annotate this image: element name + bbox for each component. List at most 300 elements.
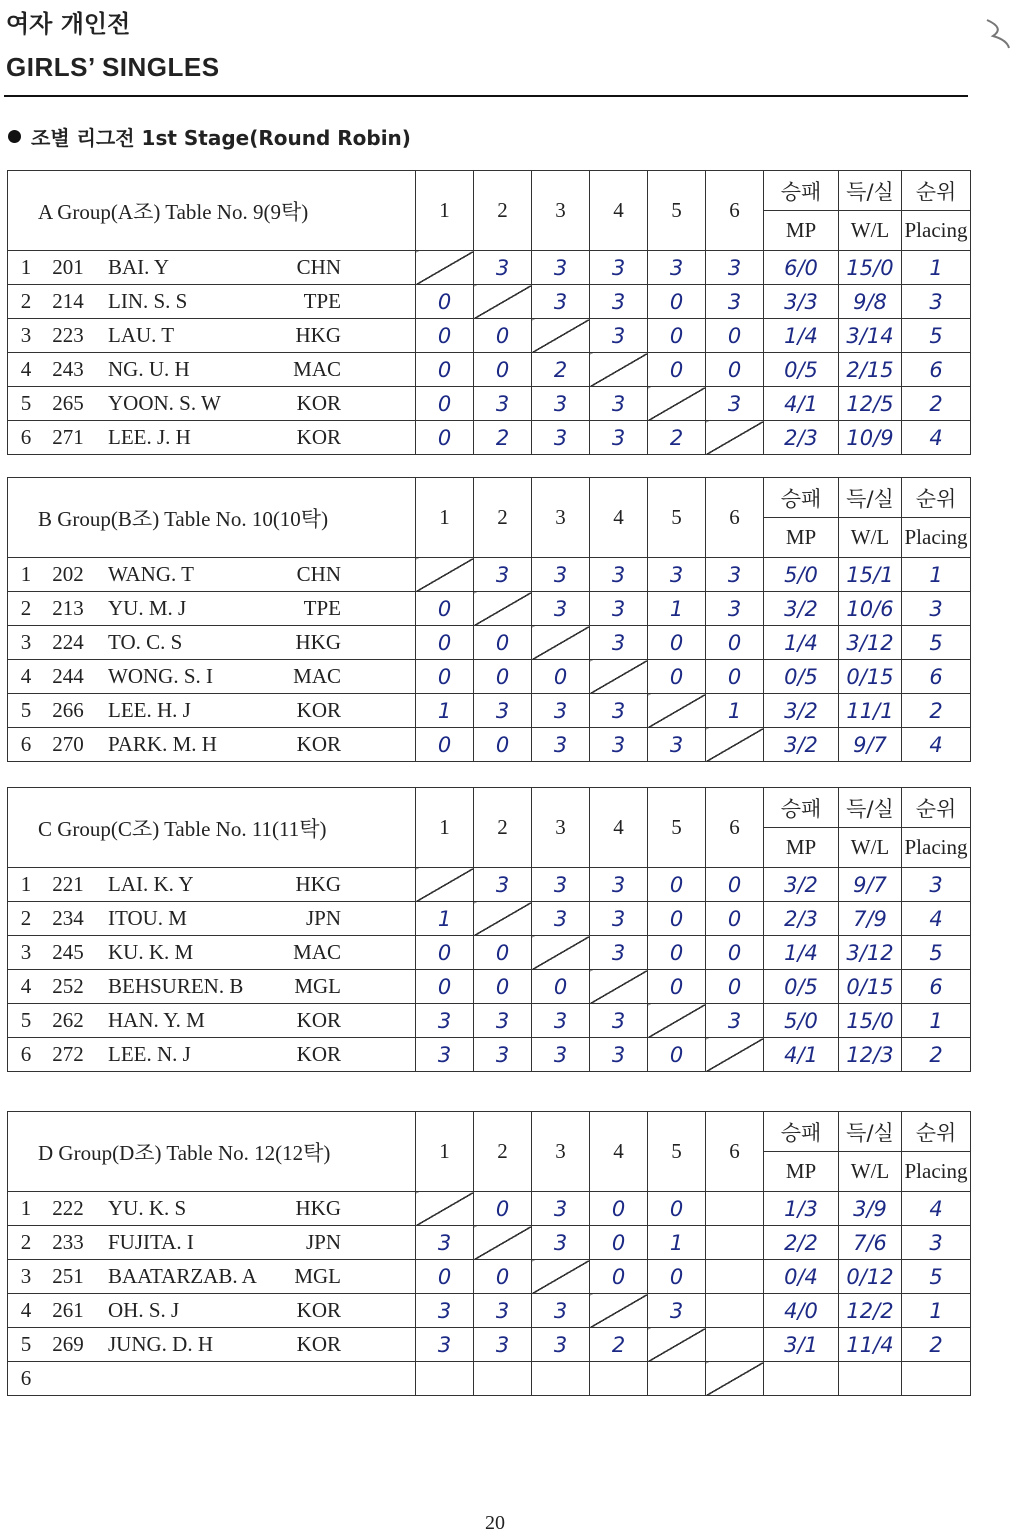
score-cell: 3	[648, 1294, 706, 1328]
opponent-number-header: 3	[532, 171, 590, 251]
placing-cell: 3	[902, 868, 971, 902]
mp-cell: 1/4	[764, 319, 839, 353]
player-nation: HKG	[295, 872, 341, 896]
player-name: LEE. J. H	[108, 425, 191, 449]
opponent-number-header: 3	[532, 478, 590, 558]
group-title: A Group(A조) Table No. 9(9탁)	[8, 171, 416, 251]
player-row	[8, 728, 971, 762]
opponent-number-header: 6	[706, 478, 764, 558]
mp-cell: 1/3	[764, 1192, 839, 1226]
mp-cell: 3/1	[764, 1328, 839, 1362]
player-nation: KOR	[296, 698, 341, 722]
player-row	[8, 592, 971, 626]
player-row	[8, 421, 971, 455]
opponent-number-header: 4	[590, 478, 648, 558]
player-name: WONG. S. I	[108, 664, 213, 688]
player-cell	[8, 1192, 416, 1226]
player-number: 3	[20, 940, 32, 964]
wl-header-ko: 득/실	[839, 478, 902, 518]
score-cell: 1	[648, 592, 706, 626]
player-nation: CHN	[296, 562, 341, 586]
placing-header-ko: 순위	[902, 478, 971, 518]
score-cell: 3	[416, 1226, 474, 1260]
score-cell: 0	[648, 353, 706, 387]
wl-header-ko: 득/실	[839, 171, 902, 211]
score-cell: 0	[416, 592, 474, 626]
player-row	[8, 387, 971, 421]
player-number: 4	[20, 664, 32, 688]
section-heading	[8, 122, 411, 151]
score-cell: 3	[706, 558, 764, 592]
wl-cell: 15/0	[839, 1004, 902, 1038]
score-cell: 2	[648, 421, 706, 455]
wl-header: W/L	[839, 828, 902, 868]
player-cell	[8, 558, 416, 592]
placing-header-ko: 순위	[902, 1112, 971, 1152]
player-name: LEE. H. J	[108, 698, 191, 722]
player-cell	[8, 936, 416, 970]
score-cell: 3	[590, 558, 648, 592]
score-cell: 0	[416, 319, 474, 353]
mp-cell: 1/4	[764, 626, 839, 660]
wl-cell: 9/7	[839, 868, 902, 902]
diagonal-cell	[590, 353, 648, 387]
score-cell: 0	[532, 970, 590, 1004]
player-nation: HKG	[295, 1196, 341, 1220]
diagonal-cell	[706, 421, 764, 455]
player-number: 3	[20, 630, 32, 654]
score-cell: 1	[648, 1226, 706, 1260]
player-number: 3	[20, 323, 32, 347]
player-number: 2	[20, 289, 32, 313]
diagonal-cell	[474, 592, 532, 626]
wl-header: W/L	[839, 211, 902, 251]
player-nation: TPE	[303, 289, 341, 313]
player-name: BAI. Y	[108, 255, 170, 279]
score-cell: 0	[474, 353, 532, 387]
score-cell	[706, 1226, 764, 1260]
score-cell: 3	[590, 251, 648, 285]
wl-header: W/L	[839, 518, 902, 558]
wl-cell: 3/12	[839, 626, 902, 660]
placing-cell: 2	[902, 1038, 971, 1072]
player-row	[8, 353, 971, 387]
player-number: 5	[20, 698, 32, 722]
player-name: YOON. S. W	[108, 391, 221, 415]
score-cell	[706, 1192, 764, 1226]
group-title: C Group(C조) Table No. 11(11탁)	[8, 788, 416, 868]
player-row	[8, 902, 971, 936]
entry-number: 261	[52, 1298, 84, 1322]
mp-cell: 3/2	[764, 728, 839, 762]
score-cell: 3	[532, 728, 590, 762]
group-table	[7, 477, 971, 762]
score-cell: 0	[416, 936, 474, 970]
mp-cell: 4/0	[764, 1294, 839, 1328]
wl-cell: 0/15	[839, 660, 902, 694]
diagonal-cell	[532, 936, 590, 970]
player-name: BAATARZAB. A	[108, 1264, 257, 1288]
entry-number: 272	[52, 1042, 84, 1066]
placing-cell: 1	[902, 1294, 971, 1328]
score-cell: 3	[532, 902, 590, 936]
entry-number: 243	[52, 357, 84, 381]
player-nation: KOR	[296, 1042, 341, 1066]
mp-cell: 0/5	[764, 353, 839, 387]
score-cell: 0	[416, 728, 474, 762]
mp-cell: 5/0	[764, 1004, 839, 1038]
entry-number: 234	[52, 906, 84, 930]
score-cell: 0	[590, 1192, 648, 1226]
player-row	[8, 660, 971, 694]
player-nation: KOR	[296, 1008, 341, 1032]
player-cell	[8, 592, 416, 626]
placing-cell: 4	[902, 1192, 971, 1226]
wl-cell: 9/7	[839, 728, 902, 762]
diagonal-cell	[648, 1004, 706, 1038]
player-row	[8, 1294, 971, 1328]
player-number: 6	[20, 1366, 32, 1390]
score-cell: 3	[474, 1038, 532, 1072]
score-cell: 0	[532, 660, 590, 694]
entry-number: 245	[52, 940, 84, 964]
section-heading-text: 조별 리그전 1st Stage(Round Robin)	[31, 126, 411, 150]
score-cell	[474, 1362, 532, 1396]
score-cell: 1	[416, 902, 474, 936]
score-cell: 3	[648, 251, 706, 285]
score-cell: 0	[706, 970, 764, 1004]
score-cell: 3	[532, 1004, 590, 1038]
score-cell: 0	[474, 970, 532, 1004]
score-cell: 0	[416, 970, 474, 1004]
score-cell: 0	[706, 936, 764, 970]
mp-cell: 2/3	[764, 421, 839, 455]
entry-number: 224	[52, 630, 84, 654]
opponent-number-header: 5	[648, 478, 706, 558]
player-nation: TPE	[303, 596, 341, 620]
score-cell: 0	[648, 1038, 706, 1072]
wl-header: W/L	[839, 1152, 902, 1192]
player-cell	[8, 1328, 416, 1362]
placing-header: Placing	[902, 211, 971, 251]
page-title: GIRLS’ SINGLES	[6, 52, 220, 82]
score-cell: 3	[590, 868, 648, 902]
player-row	[8, 558, 971, 592]
score-cell: 2	[532, 353, 590, 387]
player-number: 6	[20, 732, 32, 756]
player-name: NG. U. H	[108, 357, 190, 381]
score-cell: 3	[416, 1004, 474, 1038]
player-name: OH. S. J	[108, 1298, 180, 1322]
player-row	[8, 1328, 971, 1362]
wl-cell: 15/1	[839, 558, 902, 592]
player-name: LAU. T	[108, 323, 175, 347]
mp-cell: 3/2	[764, 694, 839, 728]
wl-cell: 7/6	[839, 1226, 902, 1260]
entry-number: 265	[52, 391, 84, 415]
score-cell: 3	[474, 251, 532, 285]
player-number: 1	[20, 1196, 32, 1220]
score-cell: 0	[416, 285, 474, 319]
player-row	[8, 970, 971, 1004]
player-name: HAN. Y. M	[108, 1008, 205, 1032]
score-cell	[416, 1362, 474, 1396]
entry-number: 222	[52, 1196, 84, 1220]
score-cell: 3	[474, 1004, 532, 1038]
diagonal-cell	[416, 868, 474, 902]
score-cell: 3	[590, 592, 648, 626]
opponent-number-header: 2	[474, 1112, 532, 1192]
score-cell: 3	[532, 1294, 590, 1328]
player-nation: KOR	[296, 391, 341, 415]
score-cell: 0	[474, 936, 532, 970]
player-name: LAI. K. Y	[108, 872, 194, 896]
mp-cell: 3/2	[764, 868, 839, 902]
score-cell	[590, 1362, 648, 1396]
player-cell	[8, 421, 416, 455]
mp-cell: 6/0	[764, 251, 839, 285]
score-cell: 0	[416, 387, 474, 421]
entry-number: 223	[52, 323, 84, 347]
mp-header: MP	[764, 828, 839, 868]
score-cell: 0	[474, 1260, 532, 1294]
score-cell: 3	[532, 592, 590, 626]
opponent-number-header: 6	[706, 788, 764, 868]
placing-cell: 4	[902, 902, 971, 936]
mp-header-ko: 승패	[764, 171, 839, 211]
wl-cell: 0/12	[839, 1260, 902, 1294]
player-cell	[8, 660, 416, 694]
placing-cell: 1	[902, 558, 971, 592]
placing-cell: 2	[902, 694, 971, 728]
score-cell	[532, 1362, 590, 1396]
score-cell: 3	[706, 592, 764, 626]
mp-cell: 4/1	[764, 1038, 839, 1072]
score-cell: 0	[474, 728, 532, 762]
player-cell	[8, 1038, 416, 1072]
score-cell: 0	[648, 1260, 706, 1294]
score-cell: 3	[532, 558, 590, 592]
player-cell	[8, 1226, 416, 1260]
player-number: 4	[20, 1298, 32, 1322]
player-name: FUJITA. I	[108, 1230, 194, 1254]
score-cell: 0	[648, 868, 706, 902]
diagonal-cell	[474, 902, 532, 936]
player-cell	[8, 626, 416, 660]
diagonal-cell	[648, 694, 706, 728]
placing-cell: 6	[902, 660, 971, 694]
player-cell	[8, 251, 416, 285]
wl-cell: 3/12	[839, 936, 902, 970]
player-row	[8, 319, 971, 353]
group-title: B Group(B조) Table No. 10(10탁)	[8, 478, 416, 558]
player-name: ITOU. M	[108, 906, 187, 930]
player-nation: MGL	[294, 1264, 341, 1288]
score-cell: 3	[532, 285, 590, 319]
diagonal-cell	[416, 251, 474, 285]
group-title: D Group(D조) Table No. 12(12탁)	[8, 1112, 416, 1192]
player-nation: HKG	[295, 630, 341, 654]
player-name: YU. K. S	[108, 1196, 187, 1220]
wl-cell: 2/15	[839, 353, 902, 387]
player-cell	[8, 285, 416, 319]
player-nation: MAC	[293, 940, 341, 964]
score-cell: 0	[416, 353, 474, 387]
mp-cell: 0/5	[764, 660, 839, 694]
score-cell: 3	[590, 1038, 648, 1072]
score-cell: 3	[590, 936, 648, 970]
entry-number: 214	[52, 289, 84, 313]
diagonal-cell	[590, 970, 648, 1004]
placing-cell: 4	[902, 421, 971, 455]
score-cell: 3	[590, 285, 648, 319]
score-cell: 0	[648, 902, 706, 936]
score-cell: 0	[706, 868, 764, 902]
player-cell	[8, 694, 416, 728]
score-cell	[706, 1294, 764, 1328]
score-cell: 1	[706, 694, 764, 728]
placing-cell: 3	[902, 1226, 971, 1260]
diagonal-cell	[590, 1294, 648, 1328]
wl-cell: 12/5	[839, 387, 902, 421]
wl-cell: 11/4	[839, 1328, 902, 1362]
placing-cell	[902, 1362, 971, 1396]
mp-cell: 2/3	[764, 902, 839, 936]
mp-cell	[764, 1362, 839, 1396]
diagonal-cell	[706, 728, 764, 762]
player-name: BEHSUREN. B	[108, 974, 244, 998]
player-number: 2	[20, 906, 32, 930]
mp-cell: 1/4	[764, 936, 839, 970]
player-name: TO. C. S	[108, 630, 183, 654]
placing-header-ko: 순위	[902, 171, 971, 211]
player-cell	[8, 319, 416, 353]
diagonal-cell	[648, 387, 706, 421]
player-number: 2	[20, 596, 32, 620]
player-nation: MAC	[293, 357, 341, 381]
wl-cell	[839, 1362, 902, 1396]
score-cell: 3	[532, 1192, 590, 1226]
mp-header-ko: 승패	[764, 788, 839, 828]
player-row	[8, 694, 971, 728]
player-number: 4	[20, 357, 32, 381]
score-cell: 0	[706, 626, 764, 660]
score-cell: 2	[474, 421, 532, 455]
player-number: 3	[20, 1264, 32, 1288]
opponent-number-header: 1	[416, 478, 474, 558]
mp-header-ko: 승패	[764, 1112, 839, 1152]
score-cell: 3	[590, 626, 648, 660]
diagonal-cell	[590, 660, 648, 694]
diagonal-cell	[416, 558, 474, 592]
mp-cell: 2/2	[764, 1226, 839, 1260]
wl-cell: 7/9	[839, 902, 902, 936]
wl-header-ko: 득/실	[839, 1112, 902, 1152]
score-cell: 0	[474, 660, 532, 694]
score-cell: 3	[532, 387, 590, 421]
group-table	[7, 787, 971, 1072]
entry-number: 266	[52, 698, 84, 722]
opponent-number-header: 3	[532, 788, 590, 868]
placing-header: Placing	[902, 828, 971, 868]
score-cell: 0	[416, 1260, 474, 1294]
score-cell: 0	[706, 353, 764, 387]
mp-header: MP	[764, 211, 839, 251]
placing-cell: 5	[902, 319, 971, 353]
score-cell: 2	[590, 1328, 648, 1362]
wl-header-ko: 득/실	[839, 788, 902, 828]
score-cell: 0	[590, 1226, 648, 1260]
player-row	[8, 285, 971, 319]
score-cell	[706, 1328, 764, 1362]
placing-cell: 6	[902, 970, 971, 1004]
score-cell: 3	[590, 728, 648, 762]
player-nation: CHN	[296, 255, 341, 279]
player-row	[8, 251, 971, 285]
score-cell: 3	[474, 558, 532, 592]
score-cell: 0	[416, 626, 474, 660]
opponent-number-header: 5	[648, 1112, 706, 1192]
entry-number: 221	[52, 872, 84, 896]
player-number: 5	[20, 1332, 32, 1356]
score-cell: 3	[706, 387, 764, 421]
player-name: KU. K. M	[108, 940, 194, 964]
score-cell: 3	[590, 319, 648, 353]
player-nation: KOR	[296, 1298, 341, 1322]
score-cell: 0	[706, 319, 764, 353]
score-cell	[648, 1362, 706, 1396]
player-row	[8, 1226, 971, 1260]
score-cell: 0	[648, 970, 706, 1004]
player-name: LIN. S. S	[108, 289, 188, 313]
score-cell: 0	[648, 1192, 706, 1226]
diagonal-cell	[474, 1226, 532, 1260]
opponent-number-header: 5	[648, 171, 706, 251]
player-number: 5	[20, 1008, 32, 1032]
group-table	[7, 170, 971, 455]
player-nation: JPN	[305, 1230, 341, 1254]
score-cell: 3	[532, 251, 590, 285]
player-cell	[8, 353, 416, 387]
entry-number: 244	[52, 664, 84, 688]
player-row	[8, 936, 971, 970]
score-cell: 3	[648, 558, 706, 592]
player-row	[8, 1004, 971, 1038]
placing-cell: 1	[902, 1004, 971, 1038]
opponent-number-header: 2	[474, 478, 532, 558]
opponent-number-header: 1	[416, 1112, 474, 1192]
entry-number: 271	[52, 425, 84, 449]
entry-number: 233	[52, 1230, 84, 1254]
diagonal-cell	[648, 1328, 706, 1362]
placing-cell: 5	[902, 1260, 971, 1294]
diagonal-cell	[532, 1260, 590, 1294]
diagonal-cell	[532, 319, 590, 353]
score-cell: 3	[706, 1004, 764, 1038]
player-nation: KOR	[296, 1332, 341, 1356]
bullet-icon	[8, 130, 21, 143]
opponent-number-header: 6	[706, 171, 764, 251]
mp-header-ko: 승패	[764, 478, 839, 518]
player-row	[8, 1038, 971, 1072]
opponent-number-header: 2	[474, 788, 532, 868]
player-nation: KOR	[296, 732, 341, 756]
player-cell	[8, 1004, 416, 1038]
score-cell: 0	[474, 1192, 532, 1226]
score-cell: 3	[416, 1294, 474, 1328]
player-number: 6	[20, 425, 32, 449]
placing-cell: 2	[902, 387, 971, 421]
